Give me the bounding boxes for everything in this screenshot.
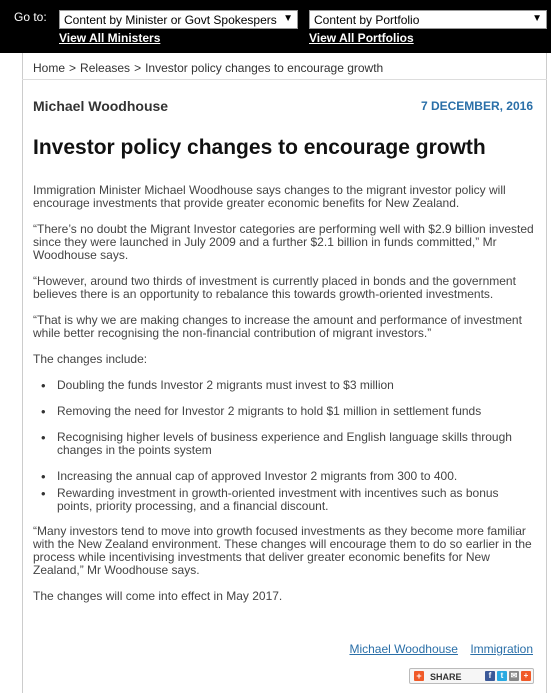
paragraph: The changes include: <box>33 352 148 366</box>
article-tags <box>340 642 533 656</box>
changes-list <box>33 379 535 513</box>
article-body <box>33 184 535 616</box>
more-icon[interactable]: + <box>521 671 531 681</box>
paragraph: “However, around two thirds of investment is currently placed in bonds and the government believes there is an opportunity to rebalance this towards growth-oriented investments. <box>33 274 516 301</box>
share-plus-icon: + <box>414 671 424 681</box>
article-date: 7 DECEMBER, 2016 <box>420 99 533 113</box>
breadcrumb-separator: > <box>134 61 142 75</box>
paragraph: The changes will come into effect in May 2017. <box>33 589 283 603</box>
dropdown-arrow-icon: ▼ <box>283 13 293 24</box>
breadcrumb-current: Investor policy changes to encourage growth <box>145 61 384 75</box>
list-item: • Rewarding investment in growth-oriented investment with incentives such as bonus points, priority processing, and a financial discount. <box>33 487 535 513</box>
breadcrumb-separator: > <box>69 61 77 75</box>
content-frame-left <box>22 53 23 693</box>
breadcrumb-divider <box>22 79 547 80</box>
list-item: • Increasing the annual cap of approved Investor 2 migrants from 300 to 400. <box>33 470 535 483</box>
facebook-icon[interactable]: f <box>485 671 495 681</box>
paragraph: “Many investors tend to move into growth focused investments as they become more familiar with the New Zealand environment. These changes will encourage them to do so earlier in the process while incentivising investments that deliver greater economic benefits for New Zealand,” Mr Woodhouse says. <box>33 524 532 577</box>
breadcrumb-releases[interactable]: Releases <box>80 61 131 75</box>
content-frame-right <box>546 53 547 693</box>
article-author: Michael Woodhouse <box>33 98 169 114</box>
tag-link-minister[interactable]: Michael Woodhouse <box>349 642 458 656</box>
minister-select[interactable] <box>59 10 298 29</box>
breadcrumb-home[interactable]: Home <box>33 61 66 75</box>
list-item: • Recognising higher levels of business experience and English language skills through changes in the points system <box>33 431 535 457</box>
goto-bar <box>0 0 551 53</box>
email-icon[interactable]: ✉ <box>510 671 518 680</box>
breadcrumb <box>33 61 383 75</box>
goto-label: Go to: <box>14 10 47 24</box>
view-all-ministers-link[interactable]: View All Ministers <box>59 31 161 45</box>
list-item: • Removing the need for Investor 2 migrants to hold $1 million in settlement funds <box>33 405 535 418</box>
minister-select-value: Content by Minister or Govt Spokespers <box>64 13 277 27</box>
paragraph: “There’s no doubt the Migrant Investor categories are performing well with $2.9 billion invested since they were launched in July 2009 and a further $2.1 billion in funds committed,” Mr Woodhouse says. <box>33 222 534 262</box>
page-title: Investor policy changes to encourage growth <box>33 136 486 159</box>
share-label: SHARE <box>430 672 462 682</box>
view-all-portfolios-link[interactable]: View All Portfolios <box>309 31 414 45</box>
portfolio-select[interactable] <box>309 10 547 29</box>
dropdown-arrow-icon: ▼ <box>532 13 542 24</box>
share-button[interactable] <box>409 668 534 684</box>
tag-link-portfolio[interactable]: Immigration <box>470 642 533 656</box>
paragraph: Immigration Minister Michael Woodhouse says changes to the migrant investor policy will encourage investments that provide greater economic benefits for New Zealand. <box>33 183 506 210</box>
paragraph: “That is why we are making changes to increase the amount and performance of investment while better recognising the non-financial contribution of migrant investors.” <box>33 313 522 340</box>
list-item: • Doubling the funds Investor 2 migrants must invest to $3 million <box>33 379 535 392</box>
twitter-icon[interactable]: t <box>497 671 507 681</box>
portfolio-select-value: Content by Portfolio <box>314 13 420 27</box>
